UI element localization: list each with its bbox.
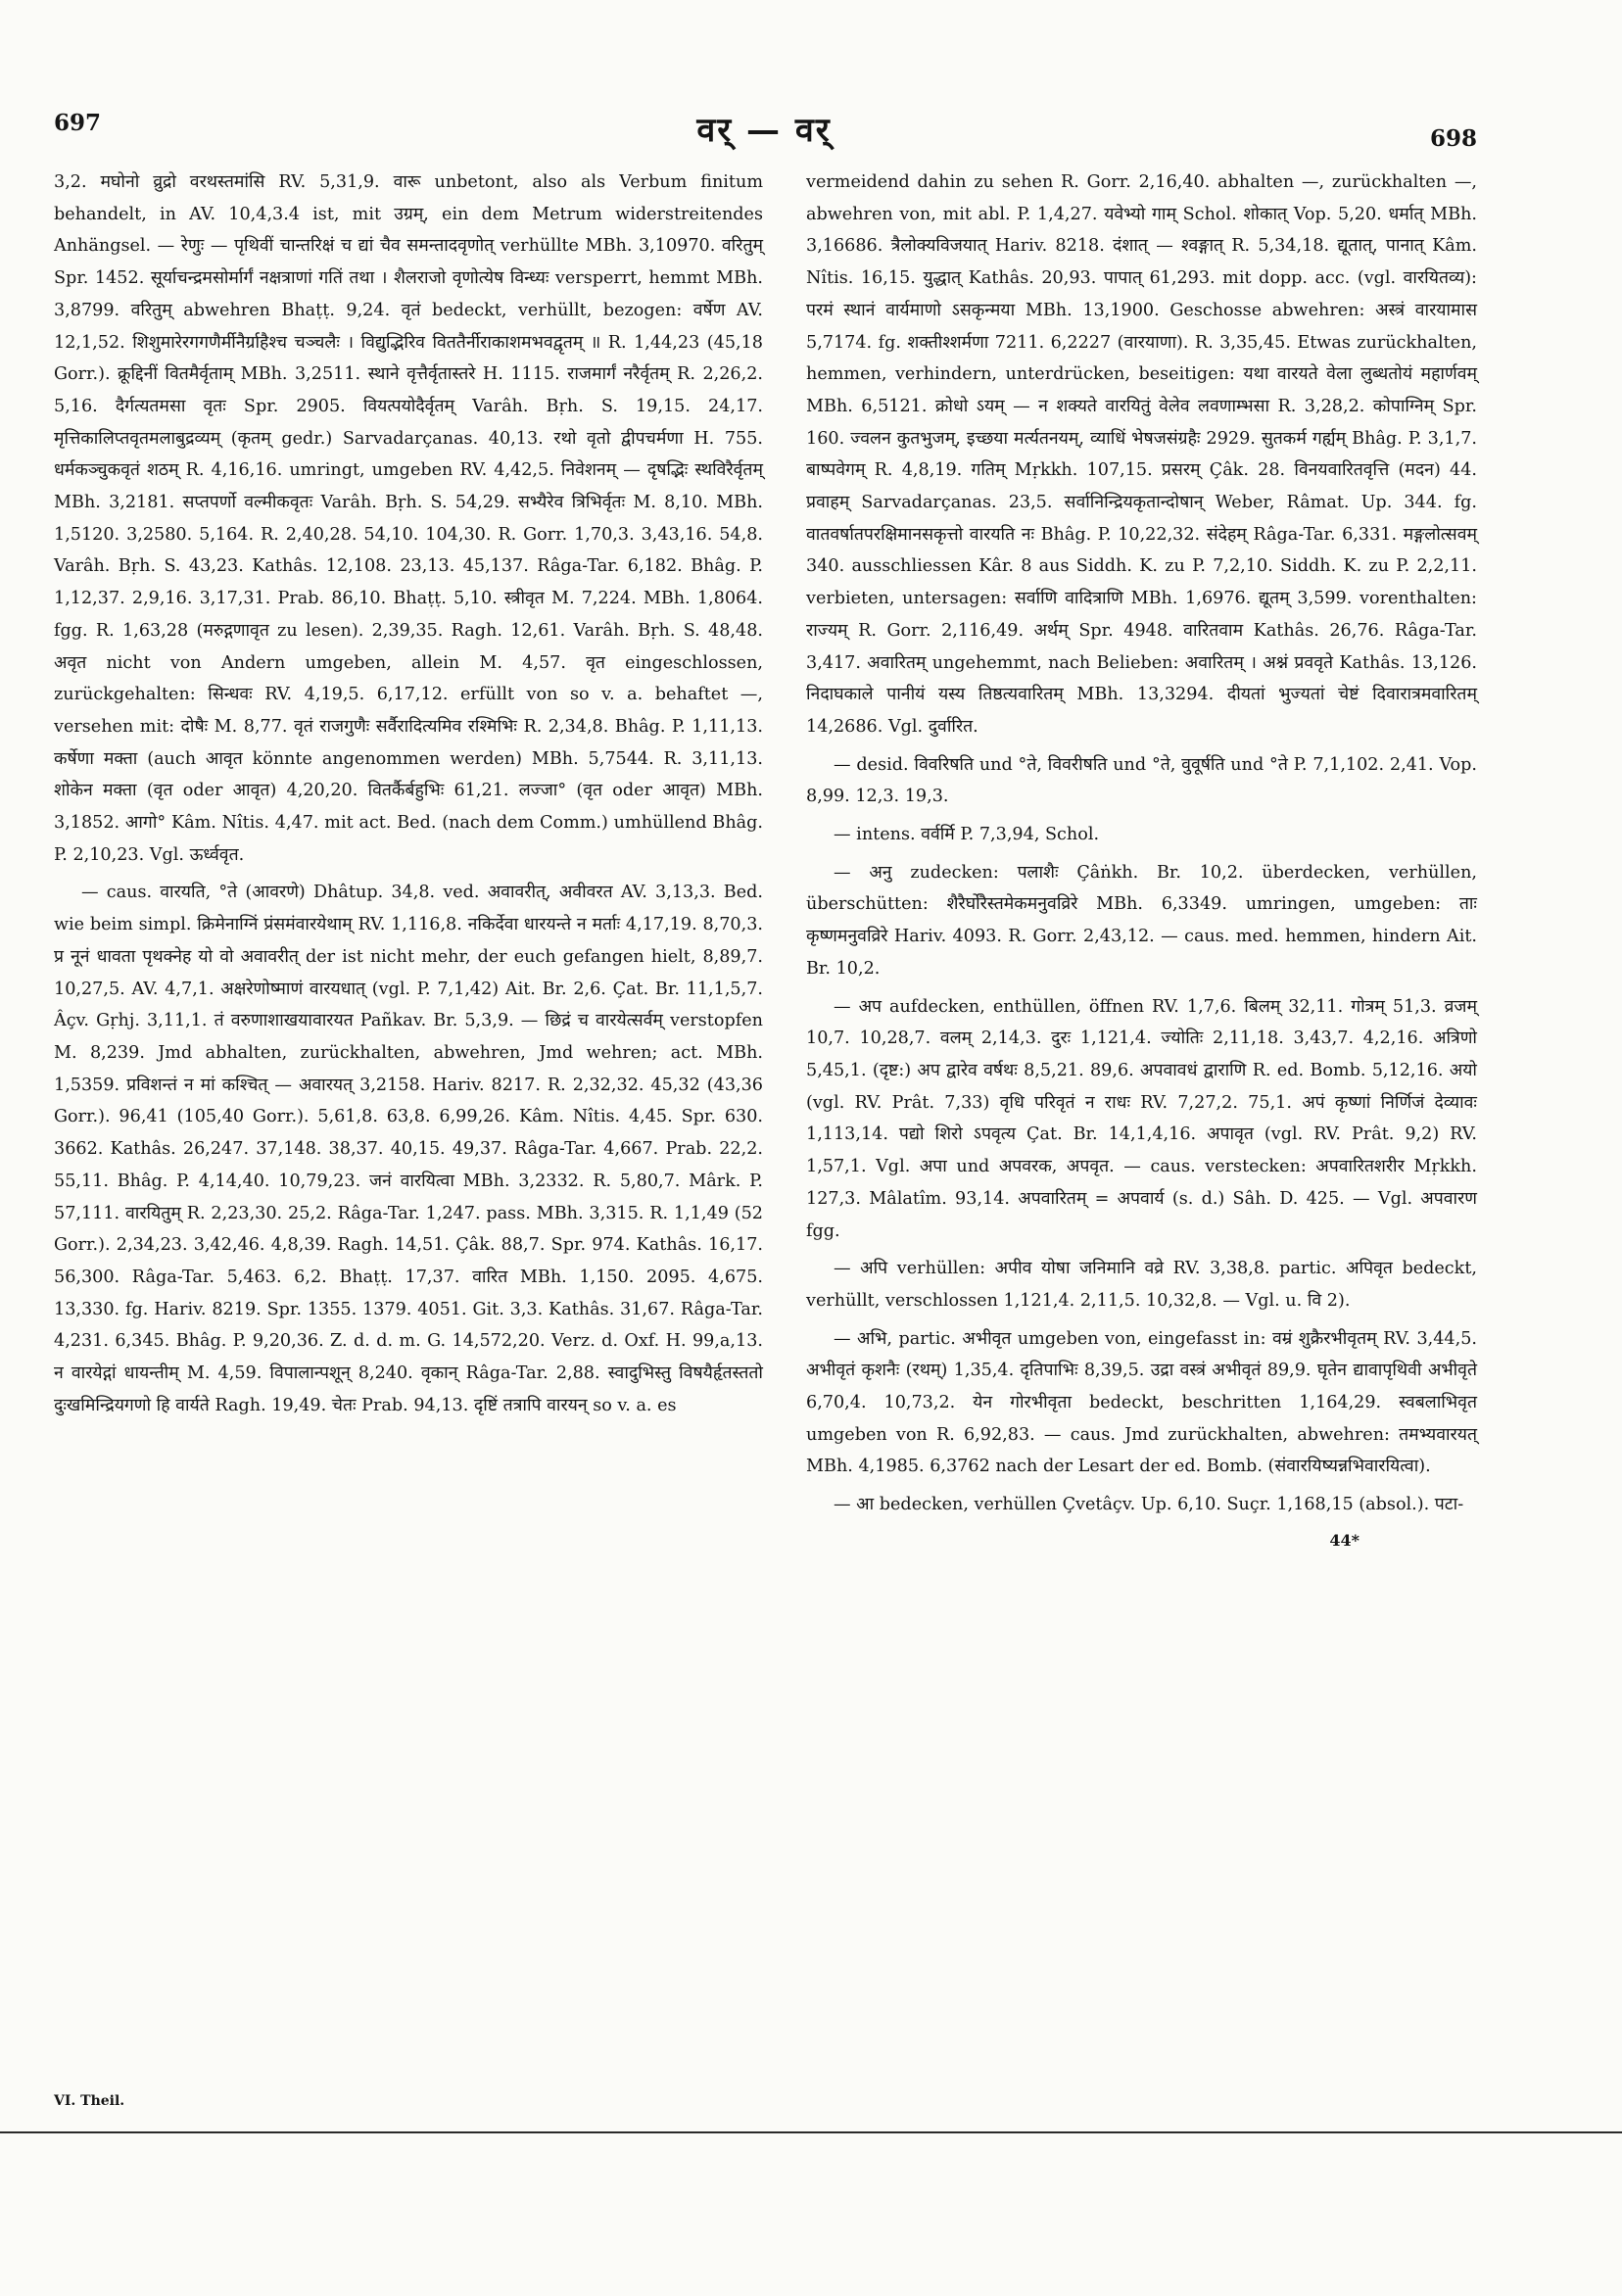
page-number-left: 697 [54, 110, 102, 136]
left-paragraph-causative: — caus. वारयति, °ते (आवरणे) Dhâtup. 34,8. ved. अवावरीत्, अवीवरत AV. 3,13,3. Bed. wie beim simpl. क्रिमेनाग्निं प्रंसमंवारयेथाम् RV. 1,116,8. नकिर्देवा धारयन्ते न मर्ताः 4,17,19. 8,70,3. प्र नूनं धावता पृथक्नेह यो वो अवावरीत् der ist nicht mehr, der euch gefangen hielt, 8,89,7. 10,27,5. AV. 4,7,1. अक्षरेणोष्माणं वारयधात् (vgl. P. 7,1,42) Ait. Br. 2,6. Çat. Br. 11,1,5,7. Âçv. Gṛhj. 3,11,1. तं वरुणाशाखयावारयत Pañkav. Br. 5,3,9. — छिद्रं च वारयेत्सर्वम् verstopfen M. 8,239. Jmd abhalten, zurückhalten, abwehren, Jmd wehren; act. MBh. 1,5359. प्रविशन्तं न मां कश्चित् — अवारयत् 3,2158. Hariv. 8217. R. 2,32,32. 45,32 (43,36 Gorr.). 96,41 (105,40 Gorr.). 5,61,8. 63,8. 6,99,26. Kâm. Nîtis. 4,45. Spr. 630. 3662. Kathâs. 26,247. 37,148. 38,37. 40,15. 49,37. Râga-Tar. 4,667. Prab. 22,2. 55,11. Bhâg. P. 4,14,40. 10,79,23. जनं वारयित्वा MBh. 3,2332. R. 5,80,7. Mârk. P. 57,111. वारयितुम् R. 2,23,30. 25,2. Râga-Tar. 1,247. pass. MBh. 3,315. R. 1,1,49 (52 Gorr.). 2,34,23. 3,42,46. 4,8,39. Ragh. 14,51. Çâk. 88,7. Spr. 974. Kathâs. 16,17. 56,300. Râga-Tar. 5,463. 6,2. Bhaṭṭ. 17,37. वारित MBh. 1,150. 2095. 4,675. 13,330. fg. Hariv. 8219. Spr. 1355. 1379. 4051. Git. 3,3. Kathâs. 31,67. Râga-Tar. 4,231. 6,345. Bhâg. P. 9,20,36. Z. d. d. m. G. 14,572,20. Verz. d. Oxf. H. 99,a,13. न वारयेद्गां धायन्तीम् M. 4,59. विपालान्पशून् 8,240. वृकान् Râga-Tar. 2,88. स्वादुभिस्तु विषयैर्हृतस्ततो दुःखमिन्द्रियगणो हि वार्यते Ragh. 19,49. चेतः Prab. 94,13. दृष्टिं तत्रापि वारयन् so v. a. es [54, 883, 763, 1415]
left-paragraph-vrita: 3,2. मघोनो व्रुद्रो वरथस्तमांसि RV. 5,31,9. वारू unbetont, also als Verbum finitum behandelt, in AV. 10,4,3.4 ist, mit उग्रम्, ein dem Metrum widerstreitendes Anhängsel. — रेणुः — पृथिवीं चान्तरिक्षं च द्यां चैव समन्तादवृणोत् verhüllte MBh. 3,10970. वरितुम् Spr. 1452. सूर्याचन्द्रमसोर्मार्गं नक्षत्राणां गतिं तथा । शैलराजो वृणोत्येष विन्ध्यः versperrt, hemmt MBh. 3,8799. वरितुम् abwehren Bhaṭṭ. 9,24. वृतं bedeckt, verhüllt, bezogen: वर्षेण AV. 12,1,52. शिशुमारेरगगणैर्मीनैर्ग्राहैश्च चञ्चलैः । विद्युद्भिरिव विततैर्नीराकाशमभवद्वृतम् ॥ R. 1,44,23 (45,18 Gorr.). क्रूद्दिनीं वितमैर्वृताम् MBh. 3,2511. स्थाने वृत्तैर्वृतास्तरे H. 1115. राजमार्गं नरैर्वृतम् R. 2,26,2. 5,16. दैर्गत्यतमसा वृतः Spr. 2905. वियत्पयोदैर्वृतम् Varâh. Bṛh. S. 19,15. 24,17. मृत्तिकालिप्तवृतमलाबुद्रव्यम् (कृतम् gedr.) Sarvadarçanas. 40,13. रथो वृतो द्वीपचर्मणा H. 755. धर्मकञ्चुकवृतं शठम् R. 4,16,16. umringt, umgeben RV. 4,42,5. निवेशनम् — दृषद्भिः स्थविरैर्वृतम् MBh. 3,2181. सप्तपर्णो वल्मीकवृतः Varâh. Bṛh. S. 54,29. सभ्यैरेव त्रिभिर्वृतः M. 8,10. MBh. 1,5120. 3,2580. 5,164. R. 2,40,28. 54,10. 104,30. R. Gorr. 1,70,3. 3,43,16. 54,8. Varâh. Bṛh. S. 43,23. Kathâs. 12,108. 23,13. 45,137. Râga-Tar. 6,182. Bhâg. P. 1,12,37. 2,9,16. 3,17,31. Prab. 86,10. Bhaṭṭ. 5,10. स्त्रीवृत M. 7,224. MBh. 1,8064. fgg. R. 1,63,28 (मरुद्गणावृत zu lesen). 2,39,35. Ragh. 12,61. Varâh. Bṛh. S. 48,48. अवृत nicht von Andern umgeben, allein M. 4,57. वृत eingeschlossen, zurückgehalten: सिन्धवः RV. 4,19,5. 6,17,12. erfüllt von so v. a. behaftet —, versehen mit: दोषैः M. 8,77. वृतं राजगुणैः सर्वैरादित्यमिव रश्मिभिः R. 2,34,8. Bhâg. P. 1,11,13. कर्षेणा मक्ता (auch आवृत könnte angenommen werden) MBh. 5,7544. R. 3,11,13. शोकेन मक्ता (वृत oder आवृत) 4,20,20. वितर्कैर्बहुभिः 61,21. लज्जा° (वृत oder आवृत) MBh. 3,1852. आगो° Kâm. Nîtis. 4,47. mit act. Bed. (nach dem Comm.) umhüllend Bhâg. P. 2,10,23. Vgl. ऊर्ध्ववृत. [54, 172, 763, 865]
bottom-rule [0, 2131, 1622, 2133]
right-paragraph-aa: — आ bedecken, verhüllen Çvetâçv. Up. 6,10. Suçr. 1,168,15 (absol.). पटा- [834, 1495, 1464, 1515]
page-number-right: 698 [1429, 125, 1477, 152]
signature-mark: 44* [1329, 1530, 1360, 1550]
right-paragraph-abhalten: vermeidend dahin zu sehen R. Gorr. 2,16,40. abhalten —, zurückhalten —, abwehren von, mit abl. P. 1,4,27. यवेभ्यो गाम् Schol. शोकात् Vop. 5,20. धर्मात् MBh. 3,16686. त्रैलोक्यविजयात् Hariv. 8218. दंशात् — श्वङ्गात् R. 5,34,18. द्यूतात्, पानात् Kâm. Nîtis. 16,15. युद्धात् Kathâs. 20,93. पापात् 61,293. mit dopp. acc. (vgl. वारयितव्य): परमं स्थानं वार्यमाणो ऽसकृन्मया MBh. 13,1900. Geschosse abwehren: अस्त्रं वारयामास 5,7174. fg. शक्तीश्शर्मणा 7211. 6,2227 (वारयाणा). R. 3,35,45. Etwas zurückhalten, hemmen, verhindern, unterdrücken, beseitigen: यथा वारयते वेला लुब्धतोयं महार्णवम् MBh. 6,5121. क्रोधो ऽयम् — न शक्यते वारयितुं वेलेव लवणाम्भसा R. 3,28,2. कोपाग्निम् Spr. 160. ज्वलन कुतभुजम्, इच्छया मर्त्यतनयम्, व्याधिं भेषजसंग्रहैः 2929. सुतकर्म गर्ह्यम् Bhâg. P. 3,1,7. बाष्पवेगम् R. 4,8,19. गतिम् Mṛkkh. 107,15. प्रसरम् Çâk. 28. विनयवारितवृत्ति (मदन) 44. प्रवाहम् Sarvadarçanas. 23,5. सर्वानिन्द्रियकृतान्दोषान् Weber, Râmat. Up. 344. fg. वातवर्षातपरक्षिमानसकृत्तो वारयति नः Bhâg. P. 10,22,32. संदेहम् Râga-Tar. 6,331. मङ्गलोत्सवम् 340. ausschliessen Kâr. 8 aus Siddh. K. zu P. 7,2,10. Siddh. K. zu P. 2,2,11. verbieten, untersagen: सर्वाणि वादित्राणि MBh. 1,6976. द्यूतम् 3,599. vorenthalten: राज्यम् R. Gorr. 2,116,49. अर्थम् Spr. 4948. वारितवाम Kathâs. 26,76. Râga-Tar. 3,417. अवारितम् ungehemmt, nach Belieben: अवारितम् । अश्नं प्रववृते Kathâs. 13,126. निदाघकाले पानीयं यस्य तिष्ठत्यवारितम् MBh. 13,3294. दीयतां भुज्यतां चेष्टं दिवारात्रमवारितम् 14,2686. Vgl. दुर्वारित. [806, 172, 1477, 737]
right-paragraph-anu: — अनु zudecken: पलाशैः Çâṅkh. Br. 10,2. überdecken, verhüllen, überschütten: शैरैर्घोरैस्तमेकमनुवव्रिरे MBh. 6,3349. umringen, umgeben: ताः कृष्णमनुवव्रिरे Hariv. 4093. R. Gorr. 2,43,12. — caus. med. hemmen, hindern Ait. Br. 10,2. [806, 862, 1477, 979]
volume-footer: VI. Theil. [54, 2093, 125, 2109]
right-paragraph-api: — अपि verhüllen: अपीव योषा जनिमानि वव्रे RV. 3,38,8. partic. अपिवृत bedeckt, verhüllt, verschlossen 1,121,4. 2,11,5. 10,32,8. — Vgl. u. वि 2). [806, 1259, 1477, 1311]
right-paragraph-desiderative: — desid. विवरिषति und °ते, विवरीषति und °ते, वुवूर्षति und °ते P. 7,1,102. 2,41. Vop. 8,99. 12,3. 19,3. [806, 754, 1477, 807]
right-paragraph-abhi: — अभि, partic. अभीवृत umgeben von, eingefasst in: वम्रं शुक्रैरभीवृतम् RV. 3,44,5. अभीवृतं कृशनैः (रथम्) 1,35,4. दृतिपाभिः 8,39,5. उद्रा वस्त्रं अभीवृतं 89,9. घृतेन द्यावापृथिवी अभीवृते 6,70,4. 10,73,2. येन गोरभीवृता bedeckt, beschritten 1,164,29. स्वबलाभिवृत umgeben von R. 6,92,83. — caus. Jmd zurückhalten, abwehren: तमभ्यवारयत् MBh. 4,1985. 6,3762 nach der Lesart der ed. Bomb. (संवारयिष्यन्नभिवारयित्वा). [806, 1328, 1477, 1477]
right-paragraph-intensive: — intens. वर्वर्मि P. 7,3,94, Schol. [834, 825, 1100, 845]
running-headword: वर् — वर् [696, 111, 832, 150]
right-column [806, 167, 1477, 1557]
left-column [54, 167, 763, 1421]
right-paragraph-apa: — अप aufdecken, enthüllen, öffnen RV. 1,7,6. बिलम् 32,11. गोत्रम् 51,3. व्रजम् 10,7. 10,28,7. वलम् 2,14,3. दुरः 1,121,4. ज्योतिः 2,11,18. 3,43,7. 4,2,16. अत्रिणो 5,45,1. (दृष्ट:) अप द्वारेव वर्षथः 8,5,21. 89,6. अपवावधं द्वाराणि R. ed. Bomb. 5,12,16. अयो (vgl. RV. Prât. 7,33) वृधि परिवृतं न राधः RV. 7,27,2. 75,1. अपं कृष्णां निर्णिजं देव्यावः 1,113,14. पद्यो शिरो ऽपवृत्य Çat. Br. 14,1,4,16. अपावृत (vgl. RV. Prât. 9,2) RV. 1,57,1. Vgl. अपा und अपवरक, अपवृत. — caus. verstecken: अपवारितशरीर Mṛkkh. 127,3. Mâlatîm. 93,14. अपवारितम् = अपवार्य (s. d.) Sâh. D. 425. — Vgl. अपवारण fgg. [806, 996, 1477, 1241]
